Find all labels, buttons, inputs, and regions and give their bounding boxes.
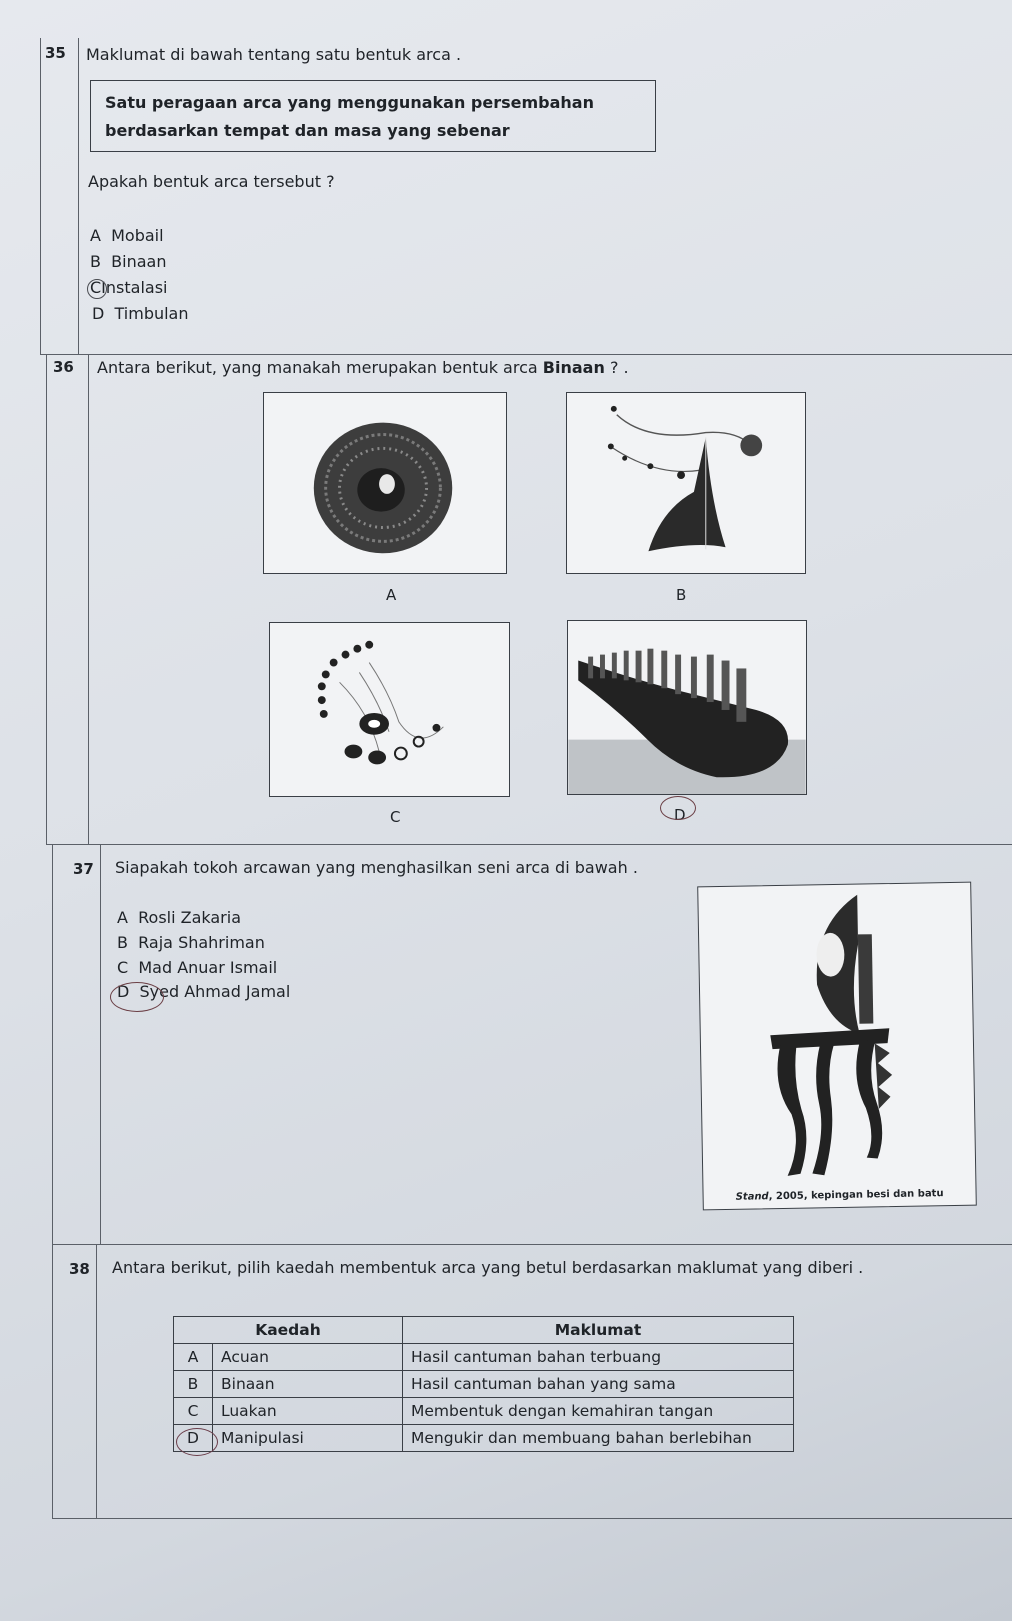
question-number: 36 xyxy=(53,358,74,376)
option-c[interactable] xyxy=(117,958,277,977)
option-letter: B xyxy=(117,933,128,952)
row-divider xyxy=(46,844,1012,845)
row-kaedah: Binaan xyxy=(213,1371,403,1398)
question-keyword: Binaan xyxy=(542,358,605,377)
table-row[interactable] xyxy=(174,1344,794,1371)
option-letter: A xyxy=(117,908,128,927)
table-row[interactable] xyxy=(174,1398,794,1425)
info-box-line: Satu peragaan arca yang menggunakan persembahan xyxy=(105,93,594,112)
option-b[interactable] xyxy=(117,933,265,952)
option-b[interactable] xyxy=(90,252,166,271)
sculpture-image-stand[interactable] xyxy=(697,882,977,1211)
page-margin xyxy=(40,38,41,354)
option-letter: D xyxy=(92,304,105,323)
image-label-a: A xyxy=(386,586,397,604)
row-kaedah: Manipulasi xyxy=(213,1425,403,1452)
column-divider xyxy=(88,354,89,844)
question-text-part: Antara berikut, yang manakah merupakan bentuk arca xyxy=(97,358,538,377)
caption-title: Stand xyxy=(735,1191,769,1203)
answer-mark xyxy=(176,1428,218,1456)
option-a[interactable] xyxy=(90,226,164,245)
woven-ring-sculpture-illustration xyxy=(264,393,506,573)
column-divider xyxy=(100,844,101,1244)
question-intro: Maklumat di bawah tentang satu bentuk arca . xyxy=(86,45,462,64)
table-header-row xyxy=(174,1317,794,1344)
table-header: Maklumat xyxy=(403,1317,794,1344)
caption-rest: , 2005, kepingan besi dan batu xyxy=(768,1188,944,1203)
sculpture-image-d[interactable] xyxy=(567,620,807,795)
option-letter: C xyxy=(117,958,129,977)
installation-sculpture-illustration xyxy=(568,621,806,794)
page-margin xyxy=(46,354,47,844)
row-letter: D xyxy=(174,1425,213,1452)
row-kaedah: Luakan xyxy=(213,1398,403,1425)
row-letter: A xyxy=(174,1344,213,1371)
info-box xyxy=(90,80,656,152)
question-text: Antara berikut, pilih kaedah membentuk arca yang betul berdasarkan maklumat yang diberi . xyxy=(112,1258,864,1277)
option-text: Binaan xyxy=(111,252,167,271)
sculpture-image-a[interactable] xyxy=(263,392,507,574)
option-letter: B xyxy=(90,252,101,271)
question-number: 38 xyxy=(69,1260,90,1278)
question-number: 35 xyxy=(45,44,66,62)
column-divider xyxy=(96,1244,97,1519)
info-box-line: berdasarkan tempat dan masa yang sebenar xyxy=(105,121,510,140)
option-letter: D xyxy=(117,982,130,1001)
answer-mark xyxy=(87,279,107,299)
option-text: Timbulan xyxy=(114,304,189,323)
option-text: Syed Ahmad Jamal xyxy=(139,982,291,1001)
question-text-end: ? . xyxy=(609,358,629,377)
sculpture-image-b[interactable] xyxy=(566,392,806,574)
column-divider xyxy=(78,38,79,354)
option-text: Raja Shahriman xyxy=(138,933,265,952)
option-text: Mobail xyxy=(111,226,164,245)
question-text: Apakah bentuk arca tersebut ? xyxy=(88,172,335,191)
method-table xyxy=(173,1316,794,1452)
option-text: Mad Anuar Ismail xyxy=(138,958,278,977)
answer-mark xyxy=(110,982,164,1012)
row-divider xyxy=(40,354,1012,355)
row-letter: C xyxy=(174,1398,213,1425)
option-letter: A xyxy=(90,226,101,245)
question-text xyxy=(97,358,629,377)
answer-mark xyxy=(660,796,696,820)
page-margin xyxy=(52,844,53,1519)
spiral-kinetic-sculpture-illustration xyxy=(270,623,509,796)
table-header: Kaedah xyxy=(174,1317,403,1344)
image-label-c: C xyxy=(390,808,401,826)
option-text: Instalasi xyxy=(101,278,168,297)
row-maklumat: Membentuk dengan kemahiran tangan xyxy=(403,1398,794,1425)
sculpture-image-c[interactable] xyxy=(269,622,510,797)
table-row[interactable] xyxy=(174,1371,794,1398)
row-divider xyxy=(52,1518,1012,1519)
image-label-d: D xyxy=(674,806,686,824)
row-maklumat: Mengukir dan membuang bahan berlebihan xyxy=(403,1425,794,1452)
row-letter: B xyxy=(174,1371,213,1398)
option-a[interactable] xyxy=(117,908,241,927)
mobile-sculpture-illustration xyxy=(567,393,805,573)
stand-sculpture-illustration xyxy=(698,883,976,1210)
row-divider xyxy=(52,1244,1012,1245)
option-d[interactable] xyxy=(92,304,189,323)
option-letter: C xyxy=(90,278,102,297)
question-text: Siapakah tokoh arcawan yang menghasilkan seni arca di bawah . xyxy=(115,858,638,877)
row-maklumat: Hasil cantuman bahan yang sama xyxy=(403,1371,794,1398)
option-text: Rosli Zakaria xyxy=(138,908,242,927)
question-number: 37 xyxy=(73,860,94,878)
image-label-b: B xyxy=(676,586,687,604)
row-kaedah: Acuan xyxy=(213,1344,403,1371)
table-row[interactable] xyxy=(174,1425,794,1452)
row-maklumat: Hasil cantuman bahan terbuang xyxy=(403,1344,794,1371)
